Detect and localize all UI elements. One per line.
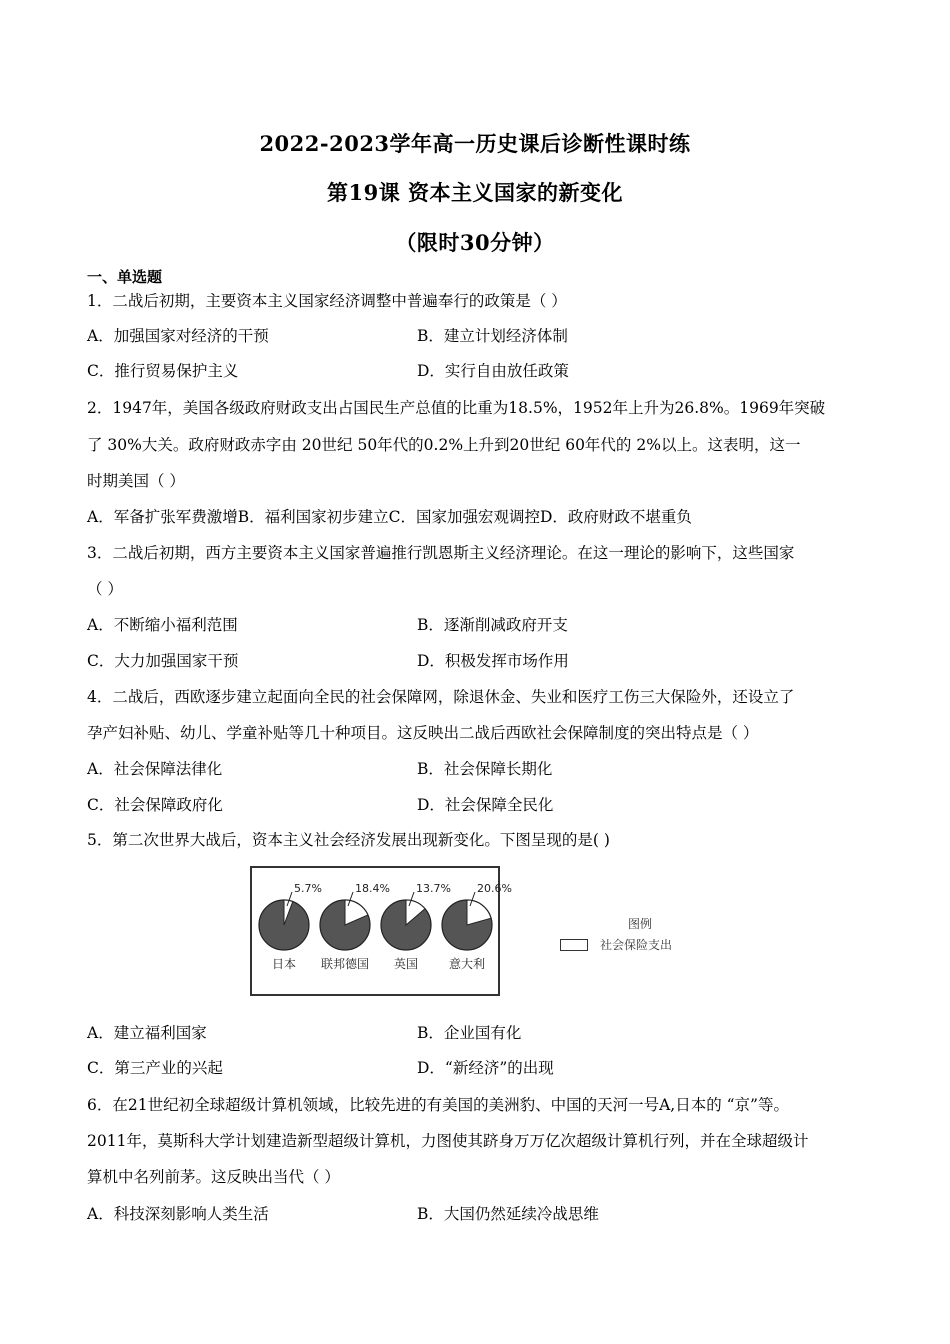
q4-option-c: C．社会保障政府化 [87,796,223,814]
q1-option-d: D．实行自由放任政策 [417,362,569,380]
question-3-line-2: （ ） [87,580,123,598]
q6-option-b: B．大国仍然延续冷战思维 [417,1205,599,1223]
worksheet-title: 2022-2023学年高一历史课后诊断性课时练 [259,131,691,156]
pie-chart [252,868,512,994]
q2-options-inline: A．军备扩张军费激增B．福利国家初步建立C．国家加强宏观调控D．政府财政不堪重负 [87,508,692,526]
question-4-line-1: 4．二战后，西欧逐步建立起面向全民的社会保障网，除退休金、失业和医疗工伤三大保险外，还设立了 [87,688,795,706]
question-2-line-3: 时期美国（ ） [87,472,185,490]
question-3-line-1: 3．二战后初期，西方主要资本主义国家普遍推行凯恩斯主义经济理论。在这一理论的影响下，这些国家 [87,544,795,562]
legend-title: 图例 [628,917,653,931]
legend-swatch [560,939,588,951]
question-2-line-2: 了 30%大关。政府财政赤字由 20世纪 50年代的0.2%上升到20世纪 60年代的 2%以上。这表明，这一 [87,436,801,454]
q1-option-a: A．加强国家对经济的干预 [87,327,269,345]
q5-option-c: C．第三产业的兴起 [87,1059,223,1077]
pie-3-category-label: 意大利 [448,957,486,971]
question-2-line-1: 2．1947年，美国各级政府财政支出占国民生产总值的比重为18.5%，1952年上升为26.8%。1969年突破 [87,399,826,417]
q5-option-d: D．“新经济”的出现 [417,1059,554,1077]
legend-item-label: 社会保险支出 [600,938,673,952]
q3-option-b: B．逐渐削减政府开支 [417,616,568,634]
q6-option-a: A．科技深刻影响人类生活 [87,1205,269,1223]
pie-figure-frame [250,866,512,996]
q3-option-d: D．积极发挥市场作用 [417,652,569,670]
lesson-title: 第19课 资本主义国家的新变化 [326,180,624,205]
question-6-line-2: 2011年，莫斯科大学计划建造新型超级计算机，力图使其跻身万万亿次超级计算机行列，并在全球超级计 [87,1132,809,1150]
q3-option-c: C．大力加强国家干预 [87,652,239,670]
pie-1-value-label: 18.4% [355,882,390,895]
question-5-text: 5．第二次世界大战后，资本主义社会经济发展出现新变化。下图呈现的是( ) [87,831,610,849]
pie-1-category-label: 联邦德国 [320,957,370,971]
q1-option-c: C．推行贸易保护主义 [87,362,239,380]
pie-0-category-label: 日本 [271,957,297,971]
q5-option-a: A．建立福利国家 [87,1024,207,1042]
q1-option-b: B．建立计划经济体制 [417,327,568,345]
question-6-line-1: 6．在21世纪初全球超级计算机领域，比较先进的有美国的美洲豹、中国的天河一号A,日本的 “京”等。 [87,1096,789,1114]
section-heading: 一、单选题 [87,268,163,286]
time-limit: （限时30分钟） [395,230,555,255]
q4-option-d: D．社会保障全民化 [417,796,554,814]
pie-2-category-label: 英国 [393,957,419,971]
q4-option-b: B．社会保障长期化 [417,760,553,778]
question-1-text: 1．二战后初期，主要资本主义国家经济调整中普遍奉行的政策是（ ） [87,292,567,310]
question-6-line-3: 算机中名列前茅。这反映出当代（ ） [87,1168,340,1186]
pie-0-value-label: 5.7% [294,882,322,895]
chart-legend [560,915,700,955]
q5-option-b: B．企业国有化 [417,1024,522,1042]
question-4-line-2: 孕产妇补贴、幼儿、学童补贴等几十种项目。这反映出二战后西欧社会保障制度的突出特点是（ ） [87,724,759,742]
q4-option-a: A．社会保障法律化 [87,760,223,778]
pie-2-value-label: 13.7% [416,882,451,895]
q3-option-a: A．不断缩小福利范围 [87,616,238,634]
pie-3-value-label: 20.6% [477,882,512,895]
